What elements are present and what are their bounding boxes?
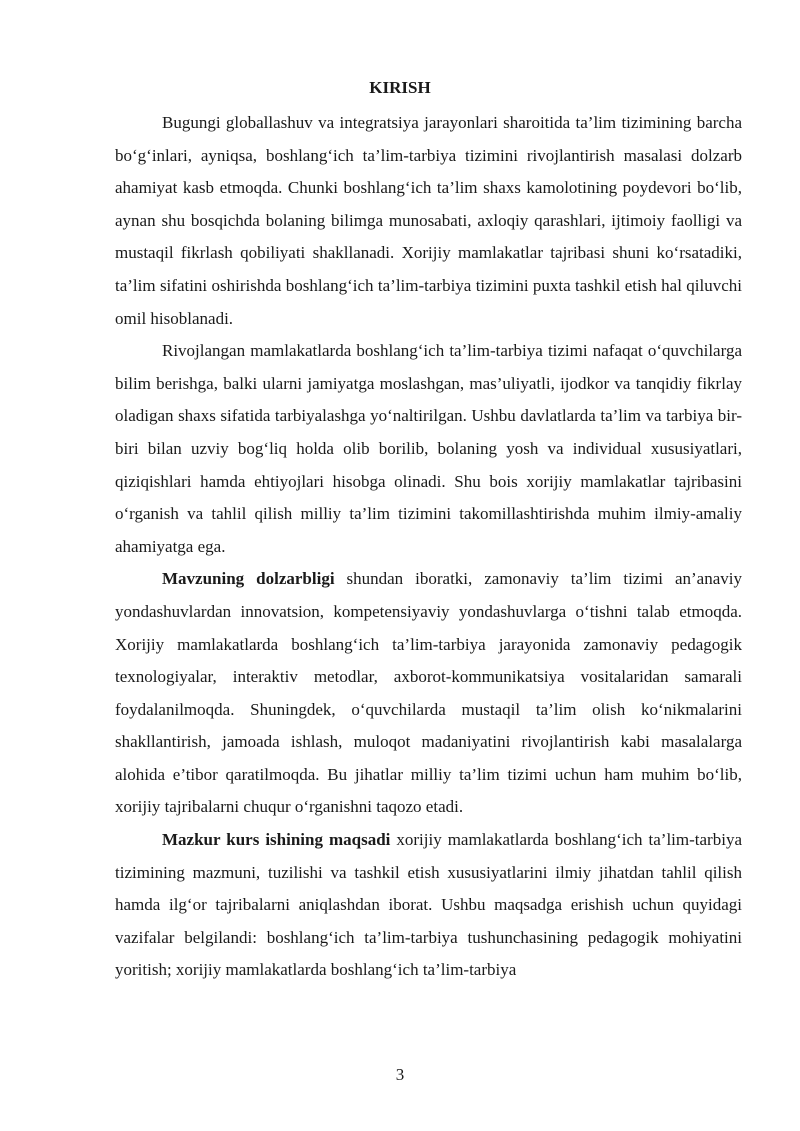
paragraph-4-text: xorijiy mamlakatlarda boshlang‘ich ta’lim-tarbiya tizimining mazmuni, tuzilishi va tashkil etish xususiyatlarini ilmiy jihatdan tahlil qilish hamda ilg‘or tajribalarni aniqlashdan iborat. Ushbu maqsadga erishish uchun quyidagi vazifalar belgilandi: boshlang‘ich ta’lim-tarbiya tushunchasining pedagogik mohiyatini yoritish; xorijiy mamlakatlarda boshlang‘ich ta’lim-tarbiya [115,830,742,980]
paragraph-2 [115,335,742,563]
paragraph-3 [115,563,742,824]
paragraph-2-text: Rivojlangan mamlakatlarda boshlang‘ich ta’lim-tarbiya tizimi nafaqat o‘quvchilarga bilim berishga, balki ularni jamiyatga moslashgan, mas’uliyatli, ijodkor va tanqidiy fikrlay oladigan shaxs sifatida tarbiyalashga yo‘naltirilgan. Ushbu davlatlarda ta’lim va tarbiya bir-biri bilan uzviy bog‘liq holda olib borilib, bolaning yosh va individual xususiyatlari, qiziqishlari hamda ehtiyojlari hisobga olinadi. Shu bois xorijiy mamlakatlar tajribasini o‘rganish va tahlil qilish milliy ta’lim tizimini takomillashtirishda muhim ilmiy-amaliy ahamiyatga ega. [115,341,742,556]
paragraph-4-lead: Mazkur kurs ishining maqsadi [162,830,391,850]
paragraph-1-text: Bugungi globallashuv va integratsiya jarayonlari sharoitida ta’lim tizimining barcha bo‘g‘inlari, ayniqsa, boshlang‘ich ta’lim-tarbiya tizimini rivojlantirish masalasi dolzarb ahamiyat kasb etmoqda. Chunki boshlang‘ich ta’lim shaxs kamolotining poydevori bo‘lib, aynan shu bosqichda bolaning bilimga munosabati, axloqiy qarashlari, ijtimoiy faolligi va mustaqil fikrlash qobiliyati shakllanadi. Xorijiy mamlakatlar tajribasi shuni ko‘rsatadiki, ta’lim sifatini oshirishda boshlang‘ich ta’lim-tarbiya tizimini puxta tashkil etish hal qiluvchi omil hisoblanadi. [115,113,742,328]
paragraph-1 [115,107,742,335]
paragraph-4 [115,824,742,987]
paragraph-3-text: shundan iboratki, zamonaviy ta’lim tizimi an’anaviy yondashuvlardan innovatsion, kompetensiyaviy yondashuvlarga o‘tishni talab etmoqda. Xorijiy mamlakatlarda boshlang‘ich ta’lim-tarbiya jarayonida zamonaviy pedagogik texnologiyalar, interaktiv metodlar, axborot-kommunikatsiya vositalaridan samarali foydalanilmoqda. Shuningdek, o‘quvchilarda mustaqil ta’lim olish ko‘nikmalarini shakllantirish, jamoada ishlash, muloqot madaniyatini rivojlantirish kabi masalalarga alohida e’tibor qaratilmoqda. Bu jihatlar milliy ta’lim tizimi uchun ham muhim bo‘lib, xorijiy tajribalarni chuqur o‘rganishni taqozo etadi. [115,569,742,817]
section-heading: KIRISH [369,78,431,97]
body-text [115,107,742,987]
paragraph-3-lead: Mavzuning dolzarbligi [162,569,335,589]
page-number: 3 [395,1065,405,1084]
